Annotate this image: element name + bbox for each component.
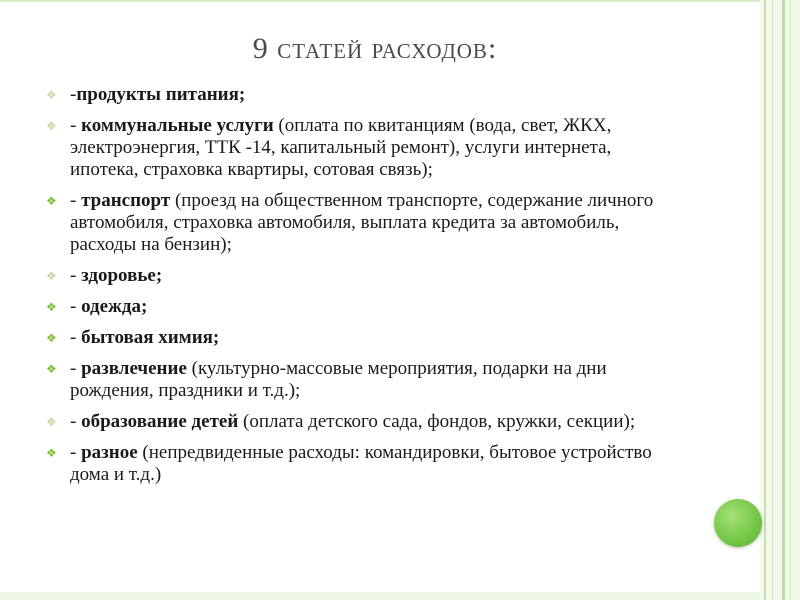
item-prefix: - bbox=[70, 84, 77, 105]
right-decor-band bbox=[760, 0, 800, 600]
bottom-decor-strip bbox=[0, 592, 760, 600]
item-detail: (оплата по квитанциям (вода, свет, ЖКХ, электроэнергия, ТТК -14, капитальный ремонт), услуги интернета, ипотека, страховка квартиры, сотовая связь); bbox=[70, 115, 612, 180]
item-detail: (культурно-массовые мероприятия, подарки на дни рождения, праздники и т.д.); bbox=[70, 358, 607, 401]
list-item bbox=[42, 115, 682, 181]
bullet-icon: ❖ bbox=[46, 269, 57, 283]
item-term: продукты питания; bbox=[76, 84, 246, 105]
item-prefix: - bbox=[70, 411, 82, 432]
list-item bbox=[42, 84, 682, 106]
item-prefix: - bbox=[70, 442, 82, 463]
bullet-icon: ❖ bbox=[46, 194, 57, 208]
item-term: развлечение bbox=[81, 358, 187, 379]
item-detail: (оплата детского сада, фондов, кружки, секции); bbox=[238, 411, 636, 432]
item-prefix: - bbox=[70, 358, 82, 379]
list-item bbox=[42, 190, 682, 256]
list-item bbox=[42, 327, 682, 349]
green-circle-decor bbox=[714, 499, 762, 547]
item-term: транспорт bbox=[81, 190, 171, 211]
list-item bbox=[42, 411, 682, 433]
bullet-icon: ❖ bbox=[46, 88, 57, 102]
bullet-icon: ❖ bbox=[46, 331, 57, 345]
decor-line bbox=[790, 0, 791, 600]
slide-title: 9 статей расходов: bbox=[252, 32, 498, 65]
item-prefix: - bbox=[70, 296, 82, 317]
item-detail: (проезд на общественном транспорте, содержание личного автомобиля, страховка автомобиля, выплата кредита за автомобиль, расходы на бензин); bbox=[70, 190, 654, 255]
expense-list bbox=[42, 84, 682, 495]
item-term: коммунальные услуги bbox=[81, 115, 274, 136]
item-prefix: - bbox=[70, 327, 82, 348]
bullet-icon: ❖ bbox=[46, 119, 57, 133]
item-term: одежда; bbox=[81, 296, 148, 317]
bullet-icon: ❖ bbox=[46, 415, 57, 429]
list-item bbox=[42, 358, 682, 402]
item-term: бытовая химия; bbox=[81, 327, 220, 348]
decor-line bbox=[764, 0, 766, 600]
bullet-icon: ❖ bbox=[46, 446, 57, 460]
list-item bbox=[42, 442, 682, 486]
item-prefix: - bbox=[70, 190, 82, 211]
item-prefix: - bbox=[70, 265, 82, 286]
decor-line bbox=[782, 0, 785, 600]
item-prefix: - bbox=[70, 115, 82, 136]
item-detail: (непредвиденные расходы: командировки, бытовое устройство дома и т.д.) bbox=[70, 442, 652, 485]
decor-line bbox=[772, 0, 773, 600]
item-term: образование детей bbox=[81, 411, 239, 432]
list-item bbox=[42, 265, 682, 287]
item-term: здоровье; bbox=[81, 265, 163, 286]
item-term: разное bbox=[81, 442, 138, 463]
top-decor-strip bbox=[0, 0, 760, 2]
bullet-icon: ❖ bbox=[46, 300, 57, 314]
list-item bbox=[42, 296, 682, 318]
bullet-icon: ❖ bbox=[46, 362, 57, 376]
